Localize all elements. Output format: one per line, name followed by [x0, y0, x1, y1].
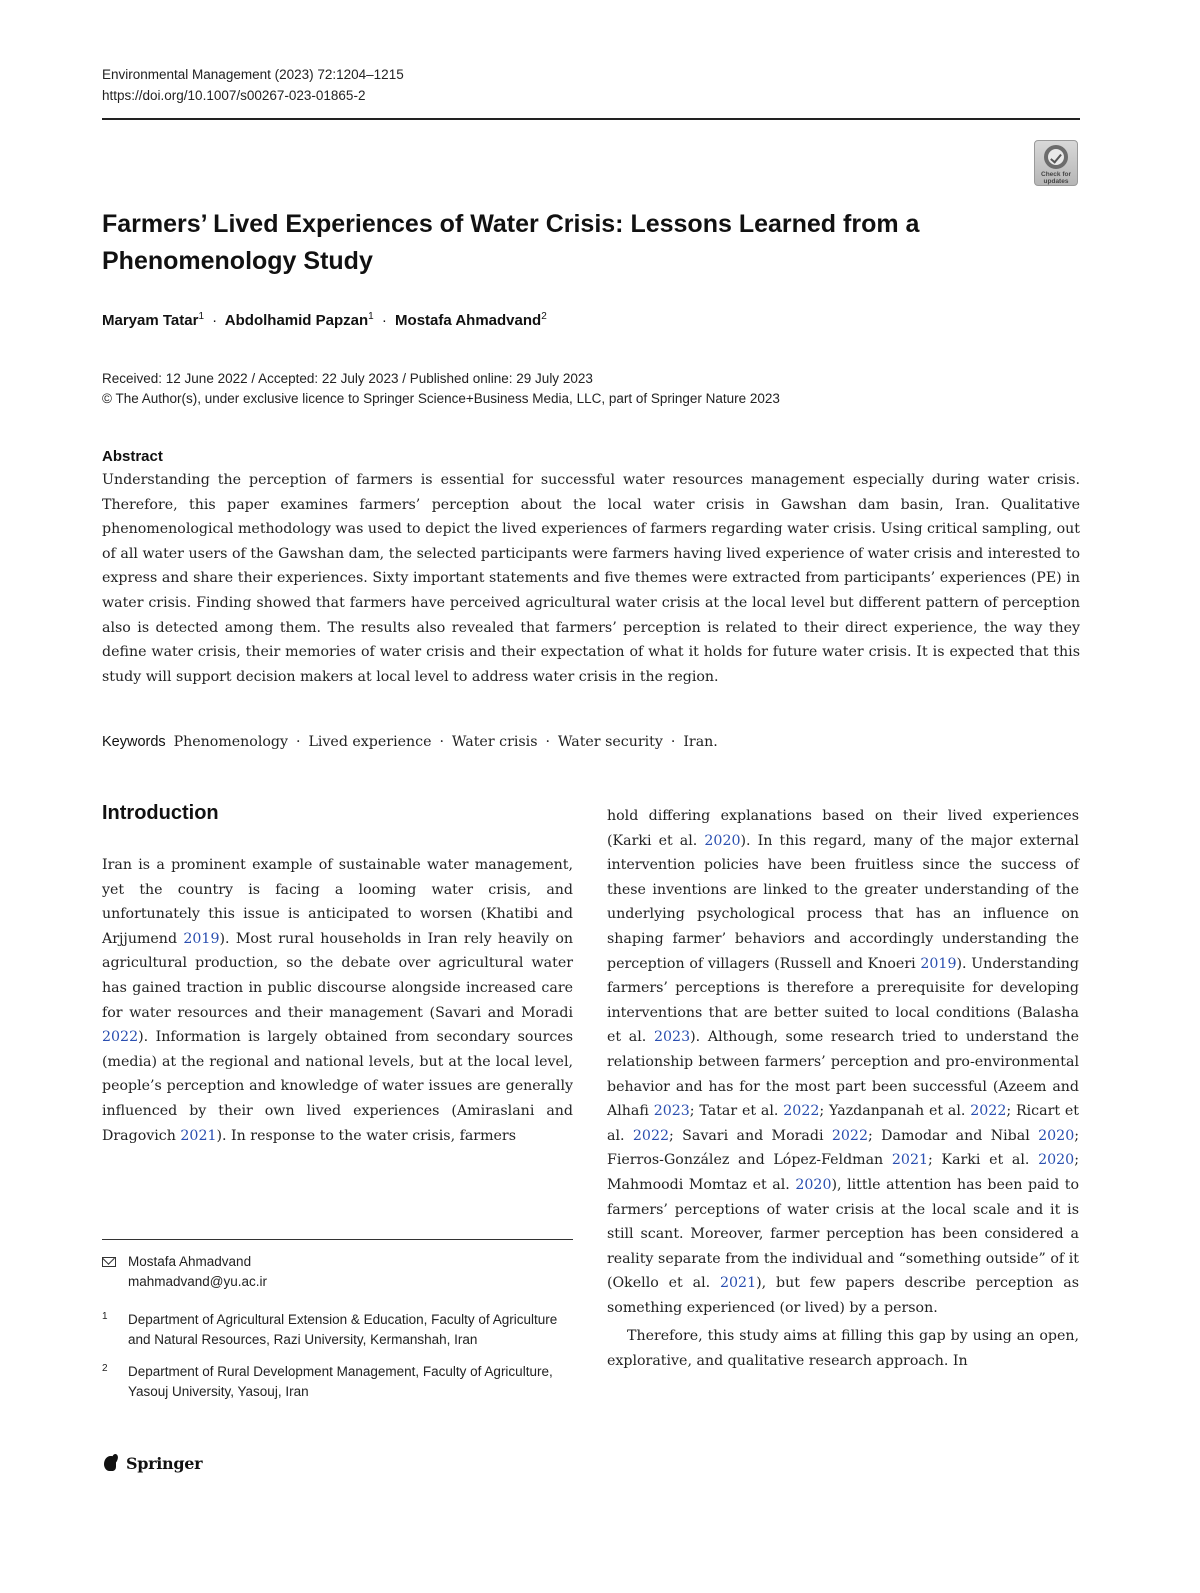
- keyword: Phenomenology: [173, 734, 289, 750]
- abstract-text: Understanding the perception of farmers is essential for successful water resources management especially during water crisis. Therefore, this paper examines farmers’ perception about the local water crisis in Gawshan dam basin, Iran. Qualitative phenomenological methodology was used to depict the lived experiences of farmers regarding water crisis. Using critical sampling, out of all water users of the Gawshan dam, the selected participants were farmers having lived experience of water crisis and interested to express and share their experiences. Sixty important statements and five themes were extracted from participants’ experiences (PE) in water crisis. Finding showed that farmers have perceived agricultural water crisis at the local level but different pattern of perception also is detected among them. The results also revealed that farmers’ perception is related to their direct experience, the way they define water crisis, their memories of water crisis and their expectation of what it holds for future water crisis. It is expected that this study will support decision makers at local level to address water crisis in the region.: [102, 472, 1080, 685]
- body-text: ), but few papers describe perception as something experienced (or lived) by a person.: [607, 1275, 1079, 1316]
- contact-email[interactable]: mahmadvand@yu.ac.ir: [128, 1274, 268, 1289]
- abstract-heading: Abstract: [102, 448, 163, 465]
- keyword: Water security: [557, 734, 663, 750]
- publication-dates: [102, 369, 780, 409]
- affiliation-text: Department of Agricultural Extension & Education, Faculty of Agriculture and Natural Resources, Razi University, Kermanshah, Iran: [128, 1312, 558, 1347]
- citation-link[interactable]: 2023: [653, 1103, 690, 1120]
- author-name[interactable]: Abdolhamid Papzan: [224, 312, 369, 329]
- envelope-icon: [102, 1257, 116, 1267]
- citation-link[interactable]: 2019: [920, 955, 957, 972]
- body-text: ; Tatar et al.: [689, 1103, 784, 1120]
- contact-name: Mostafa Ahmadvand: [128, 1254, 252, 1269]
- affiliation-number: 2: [102, 1363, 108, 1374]
- body-text: ). In this regard, many of the major external intervention policies have been fruitless since the success of these inventions are linked to the greater understanding of the underlying psychological process that has an influence on shaping farmer’ behaviors and accordingly understanding the perception of villagers (Russell and Knoeri: [607, 832, 1079, 972]
- keywords-label: Keywords: [102, 734, 166, 750]
- citation-link[interactable]: 2022: [970, 1103, 1007, 1120]
- header-rule: [102, 118, 1080, 120]
- author-affiliation-mark: 1: [368, 311, 374, 322]
- footnote-rule: [102, 1239, 573, 1240]
- introduction-paragraph: [102, 853, 573, 1148]
- body-text: ; Damodar and Nibal: [867, 1127, 1039, 1144]
- body-text: ; Mahmoodi Momtaz et al.: [607, 1152, 1079, 1193]
- author-affiliation-mark: 1: [198, 311, 204, 322]
- copyright-notice: © The Author(s), under exclusive licence to Springer Science+Business Media, LLC, part of Springer Nature 2023: [102, 391, 780, 406]
- citation-link[interactable]: 2021: [180, 1127, 217, 1144]
- journal-header: [102, 64, 404, 106]
- body-column-left: [102, 853, 573, 1148]
- body-text: ; Ricart et al.: [607, 1103, 1079, 1144]
- citation-link[interactable]: 2020: [704, 832, 741, 849]
- body-text: ). Most rural households in Iran rely heavily on agricultural production, so the debate over agricultural water has gained traction in public discourse alongside increased care for water resources and their management (Savari and Moradi: [102, 930, 574, 1021]
- body-text: ; Yazdanpanah et al.: [819, 1103, 971, 1120]
- body-text: ). In response to the water crisis, farmers: [216, 1127, 516, 1144]
- abstract-section: [102, 446, 1080, 689]
- introduction-paragraph: [607, 804, 1079, 1320]
- body-column-right: [607, 804, 1079, 1374]
- body-text: Iran is a prominent example of sustainable water management, yet the country is facing a looming water crisis, and unfortunately this issue is anticipated to worsen (Khatibi and Arjjumend: [102, 857, 573, 947]
- publisher-logo: [102, 1453, 202, 1473]
- body-text: ; Karki et al.: [928, 1152, 1039, 1169]
- author-name[interactable]: Maryam Tatar: [102, 312, 199, 329]
- citation-link[interactable]: 2022: [831, 1127, 868, 1144]
- keyword-separator: ·: [670, 734, 676, 750]
- journal-citation: Environmental Management (2023) 72:1204–1215: [102, 67, 404, 82]
- springer-horse-icon: [102, 1453, 122, 1473]
- citation-link[interactable]: 2022: [102, 1029, 139, 1046]
- body-text: ; Savari and Moradi: [669, 1127, 832, 1144]
- body-text: ). Understanding farmers’ perceptions is therefore a prerequisite for developing interventions that are better suited to local conditions (Balasha et al.: [607, 955, 1079, 1046]
- badge-text: Check for updates: [1041, 171, 1071, 185]
- keyword-separator: ·: [439, 734, 444, 750]
- corresponding-author: [102, 1252, 573, 1292]
- keyword: Iran.: [683, 734, 718, 750]
- paper-title: Farmers’ Lived Experiences of Water Crisis: Lessons Learned from a Phenomenology Study: [102, 210, 920, 275]
- citation-link[interactable]: 2021: [719, 1275, 757, 1292]
- keyword: Water crisis: [451, 734, 538, 750]
- author-name[interactable]: Mostafa Ahmadvand: [395, 312, 542, 329]
- check-for-updates-badge[interactable]: [1034, 140, 1078, 186]
- citation-link[interactable]: 2020: [795, 1176, 832, 1193]
- body-text: ), little attention has been paid to farmers’ perceptions of water crisis at the local scale and it is still scant. Moreover, farmer perception has been considered a reality separate from the individual and “something outside” of it (Okello et al.: [607, 1176, 1079, 1292]
- check-icon: [1044, 145, 1068, 169]
- citation-link[interactable]: 2019: [183, 930, 220, 947]
- body-text: ; Fierros-González and López-Feldman: [607, 1127, 1079, 1169]
- keyword-separator: ·: [295, 734, 301, 750]
- affiliation-text: Department of Rural Development Management, Faculty of Agriculture, Yasouj University, Yasouj, Iran: [128, 1364, 553, 1399]
- keywords-section: [102, 731, 718, 753]
- affiliation-footnote: [102, 1362, 573, 1402]
- citation-link[interactable]: 2020: [1038, 1152, 1075, 1169]
- citation-link[interactable]: 2023: [653, 1029, 691, 1046]
- introduction-paragraph: Therefore, this study aims at filling this gap by using an open, explorative, and qualitative research approach. In: [607, 1328, 1079, 1370]
- author-separator: ·: [381, 312, 387, 329]
- introduction-heading: Introduction: [102, 802, 219, 824]
- history-dates: Received: 12 June 2022 / Accepted: 22 July 2023 / Published online: 29 July 2023: [102, 371, 593, 386]
- citation-link[interactable]: 2022: [632, 1127, 669, 1144]
- citation-link[interactable]: 2020: [1038, 1127, 1075, 1144]
- body-text: ). Information is largely obtained from secondary sources (media) at the regional and national levels, but at the local level, people’s perception and knowledge of water issues are generally influenced by their own lived experiences (Amiraslani and Dragovich: [102, 1029, 573, 1144]
- keyword: Lived experience: [308, 734, 432, 750]
- author-separator: ·: [212, 312, 218, 329]
- affiliation-number: 1: [102, 1311, 108, 1322]
- affiliation-footnote: [102, 1310, 573, 1350]
- citation-link[interactable]: 2022: [783, 1103, 820, 1120]
- publisher-name: Springer: [126, 1453, 203, 1473]
- author-list: [102, 311, 547, 329]
- body-text: hold differing explanations based on their lived experiences (Karki et al.: [607, 808, 1079, 849]
- keyword-separator: ·: [545, 734, 550, 750]
- author-affiliation-mark: 2: [541, 311, 547, 322]
- body-text: ). Although, some research tried to understand the relationship between farmers’ perception and pro-environmental behavior and has for the most part been successful (Azeem and Alhafi: [607, 1029, 1079, 1120]
- footnotes: [102, 1252, 573, 1402]
- doi-link[interactable]: https://doi.org/10.1007/s00267-023-01865-2: [102, 88, 366, 103]
- citation-link[interactable]: 2021: [891, 1152, 928, 1169]
